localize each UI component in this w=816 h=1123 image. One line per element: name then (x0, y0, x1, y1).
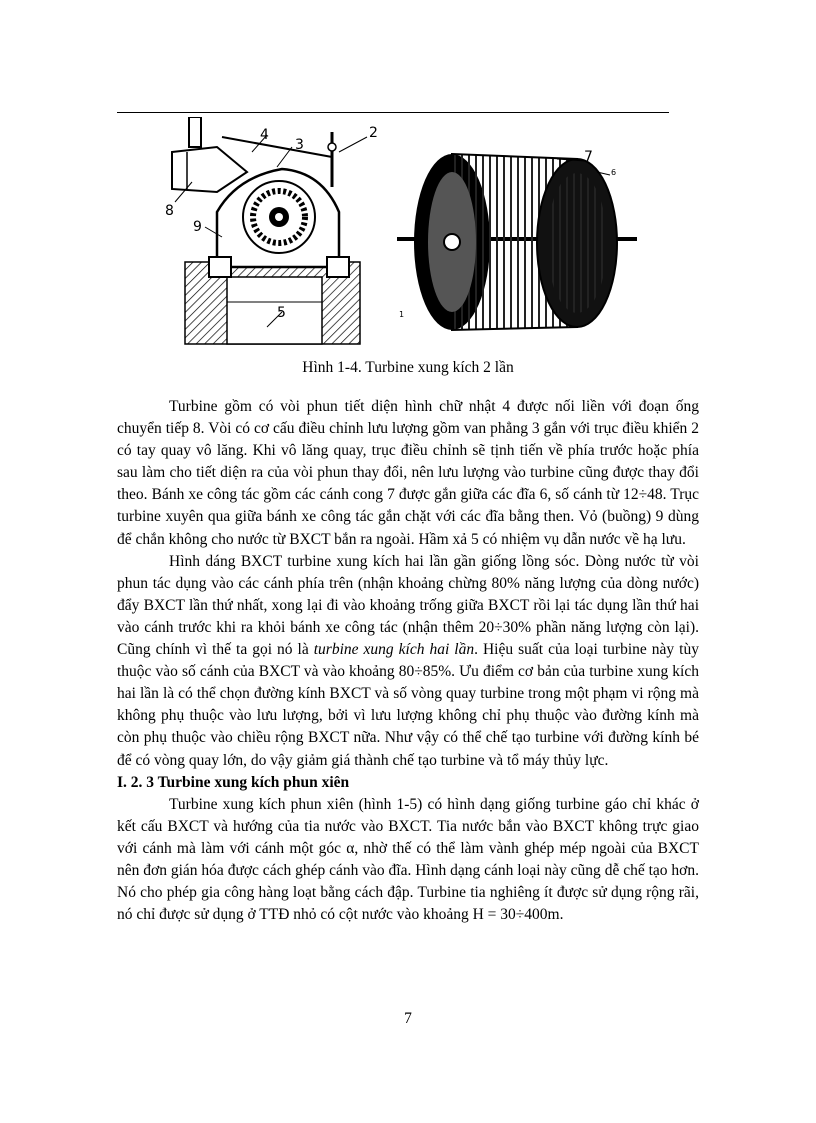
label-9: 9 (193, 219, 202, 235)
turbine-drawing (117, 117, 669, 345)
turbine-figure (117, 117, 669, 345)
paragraph-2-end: . Hiệu suất của loại turbine này tùy thuộc vào số cánh của BXCT và vào khoảng 80÷85%. Ưu điểm cơ bản của turbine xung kích hai lần là có thể chọn đường kính BXCT và số vòng quay turbine trong một phạm vi rộng mà không phụ thuộc vào lưu lượng, bởi vì lưu lượng không chỉ phụ thuộc vào đường kính mà còn phụ thuộc vào chiều rộng BXCT nữa. Như vậy có thể chế tạo turbine với đường kính bé để có vòng quay lớn, do vậy giảm giá thành chế tạo turbine và tổ máy thủy lực. (117, 641, 699, 769)
paragraph-2 (117, 551, 699, 772)
runner-perspective-view (397, 149, 637, 330)
page-number: 7 (404, 1010, 412, 1027)
paragraph-2-italic: turbine xung kích hai lần (313, 641, 475, 659)
label-6: 6 (611, 168, 617, 177)
label-3: 3 (295, 137, 304, 153)
header-rule (117, 112, 669, 113)
paragraph-3: Turbine xung kích phun xiên (hình 1-5) có hình dạng giống turbine gáo chỉ khác ở kết cấu BXCT và hướng của tia nước vào BXCT. Tia nước bắn vào BXCT không trực giao với cánh mà làm với cánh một góc α, nhờ thế có thể làm vành ghép mép ngoài của BXCT nên đơn gián hóa được cách ghép cánh vào đĩa. Hình dạng cánh loại này cũng dễ chế tạo hơn. Nó cho phép gia công hàng loạt bằng cách đập. Turbine tia nghiêng ít được sử dụng rộng rãi, nó chỉ được sử dụng ở TTĐ nhỏ có cột nước vào khoảng H = 30÷400m. (117, 795, 699, 924)
label-8: 8 (165, 203, 174, 219)
label-5: 5 (277, 305, 286, 321)
label-4: 4 (260, 127, 269, 143)
paragraph-2-start: Hình dáng BXCT turbine xung kích hai lần gần giống lồng sóc. Dòng nước từ vòi phun tác dụng vào các cánh phía trên (nhận khoảng chừng 80% năng lượng của dòng nước) đẩy BXCT lần thứ nhất, xong lại đi vào khoảng trống giữa BXCT rồi lại tác dụng lần thứ hai vào cánh trước khi ra khỏi bánh xe công tác (nhận thêm 20÷30% phần năng lượng còn lại). Cũng chính vì thế ta gọi nó là (117, 552, 699, 659)
label-1: 1 (399, 310, 405, 319)
figure-caption: Hình 1-4. Turbine xung kích 2 lần (302, 359, 514, 376)
section-heading: I. 2. 3 Turbine xung kích phun xiên (117, 773, 350, 791)
label-2: 2 (369, 125, 378, 141)
body-text (117, 396, 699, 926)
turbine-section-view (165, 117, 378, 344)
label-7: 7 (584, 149, 593, 165)
paragraph-1: Turbine gồm có vòi phun tiết diện hình chữ nhật 4 được nối liền với đoạn ống chuyển tiếp 8. Vòi có cơ cấu điều chỉnh lưu lượng gồm van phẳng 3 gắn với trục điều khiển 2 có tay quay vô lăng. Khi vô lăng quay, trục điều chỉnh sẽ tịnh tiến về phía trước hoặc phía sau làm cho tiết diện ra của vòi phun thay đổi, nên lưu lượng vào turbine cũng được thay đổi theo. Bánh xe công tác gồm các cánh cong 7 được gắn giữa các đĩa 6, số cánh từ 12÷48. Trục turbine xuyên qua giữa bánh xe công tác gắn chặt với các đĩa bằng then. Vỏ (buồng) 9 dùng để chắn không cho nước từ BXCT bắn ra ngoài. Hầm xả 5 có nhiệm vụ dẫn nước về hạ lưu. (117, 398, 699, 548)
